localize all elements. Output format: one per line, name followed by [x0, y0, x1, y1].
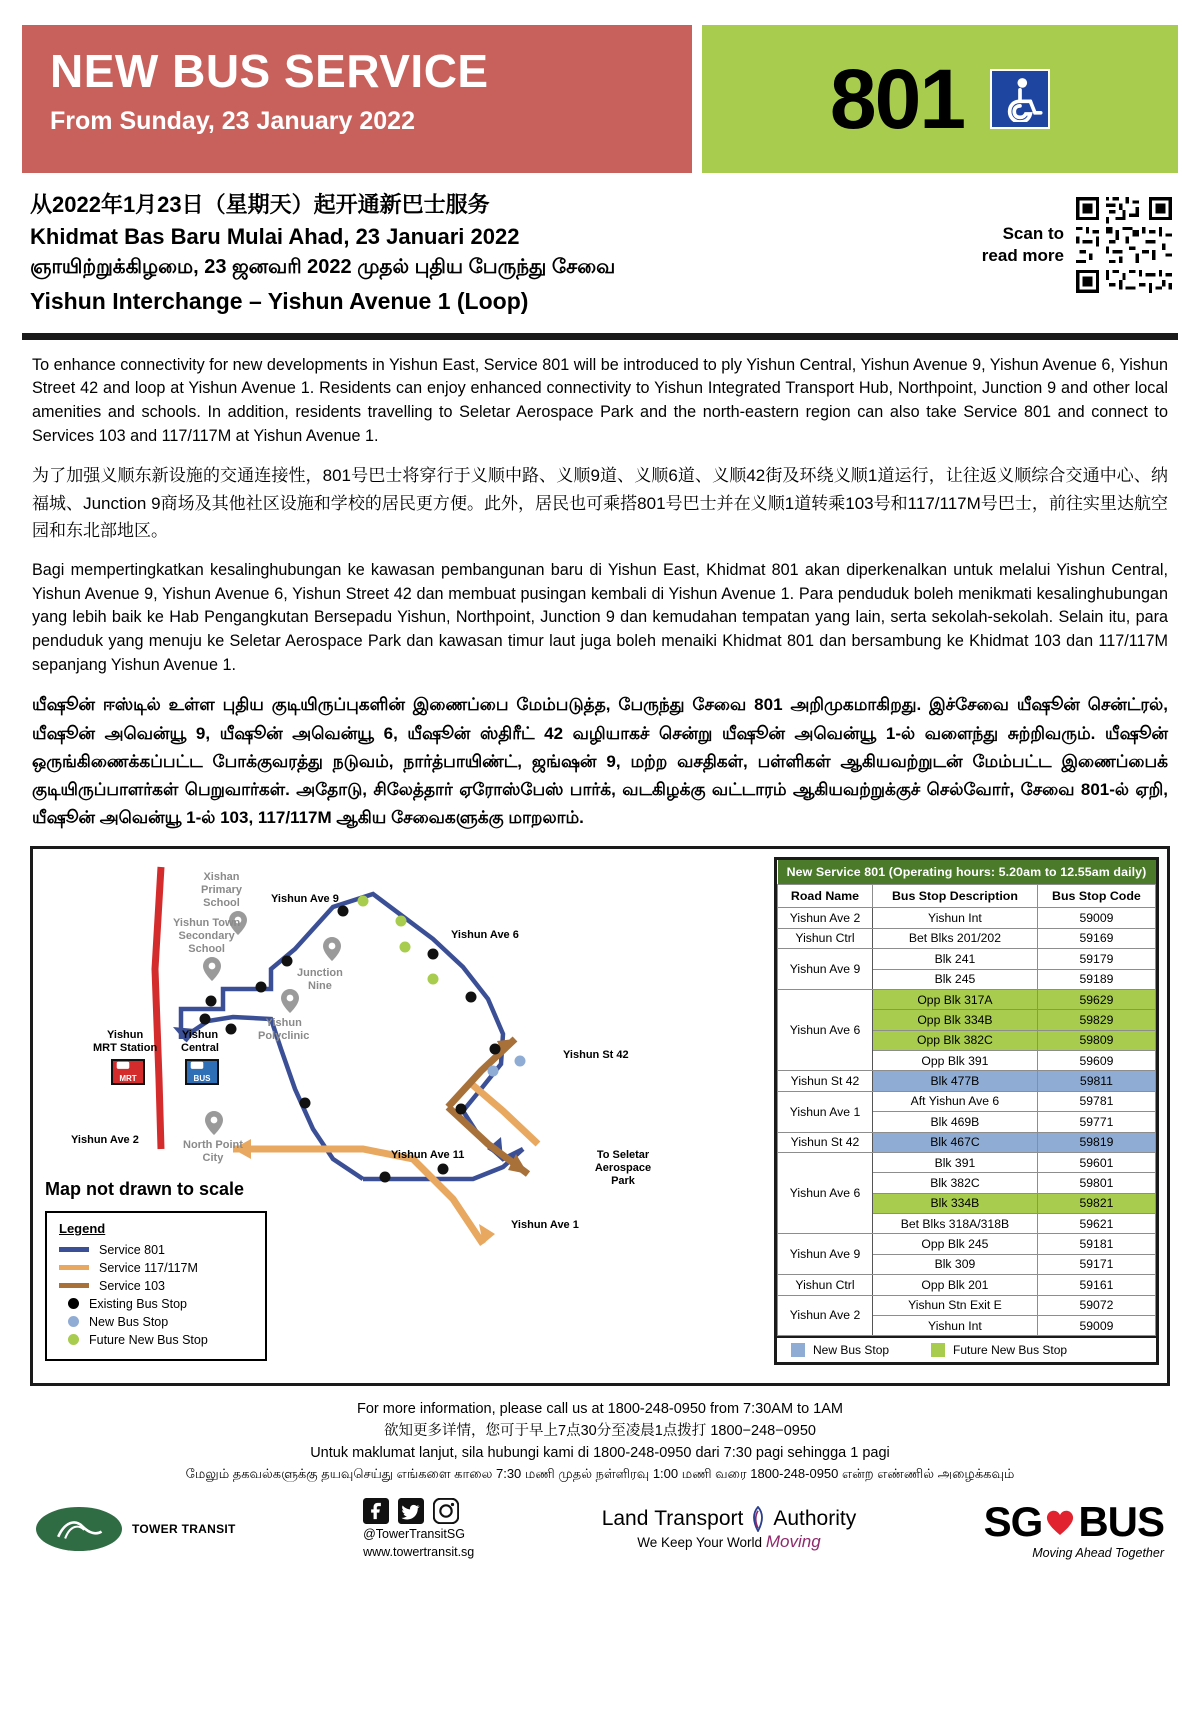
map-label-yishun-polyclinic: Yishun Polyclinic — [258, 1017, 310, 1043]
cell-bus-stop-description: Blk 241 — [873, 949, 1038, 969]
cell-bus-stop-code: 59809 — [1037, 1030, 1155, 1050]
twitter-icon[interactable] — [398, 1498, 424, 1524]
table-header-row — [778, 885, 1156, 908]
map-label-yishun-town-secondary-school: Yishun Town Secondary School — [173, 917, 241, 955]
heading-tamil: ஞாயிற்றுக்கிழமை, 23 ஜனவரி 2022 முதல் புதிய பேருந்து சேவை — [30, 255, 616, 278]
cell-road-name: Yishun Ave 6 — [778, 989, 873, 1071]
map-scale-note: Map not drawn to scale — [45, 1179, 245, 1200]
legend-rows — [59, 1242, 255, 1347]
cell-bus-stop-description: Opp Blk 382C — [873, 1030, 1038, 1050]
cell-road-name: Yishun Ave 9 — [778, 949, 873, 990]
cell-bus-stop-code: 59621 — [1037, 1214, 1155, 1234]
cell-bus-stop-description: Blk 469B — [873, 1112, 1038, 1132]
legend-marker-dot-4 — [68, 1316, 79, 1327]
table-row — [778, 1152, 1156, 1172]
qr-code-icon[interactable] — [1076, 197, 1172, 293]
cell-bus-stop-code: 59801 — [1037, 1173, 1155, 1193]
cell-bus-stop-code: 59171 — [1037, 1254, 1155, 1274]
cell-bus-stop-code: 59609 — [1037, 1051, 1155, 1071]
banner-title: NEW BUS SERVICE — [50, 45, 489, 97]
cell-bus-stop-code: 59781 — [1037, 1091, 1155, 1111]
cell-bus-stop-description: Bet Blks 318A/318B — [873, 1214, 1038, 1234]
sgbus-tagline: Moving Ahead Together — [1032, 1546, 1164, 1561]
footer-tamil: மேலும் தகவல்களுக்கு தயவுசெய்து எங்களை காலை 7:30 மணி முதல் நள்ளிரவு 1:00 மணி வரை 1800-248-0950 என்ற எண்ணில் அழைக்கவும் — [185, 1466, 1015, 1482]
cell-bus-stop-code: 59009 — [1037, 908, 1155, 928]
cell-bus-stop-description: Aft Yishun Ave 6 — [873, 1091, 1038, 1111]
legend-marker-line-1 — [59, 1265, 89, 1270]
cell-road-name: Yishun Ctrl — [778, 1275, 873, 1295]
legend-marker-line-0 — [59, 1247, 89, 1252]
map-label-yishun-mrt-station: Yishun MRT Station — [93, 1029, 158, 1055]
sgbus-logo — [984, 1498, 1164, 1560]
tower-transit-website[interactable]: www.towertransit.sg — [363, 1545, 475, 1560]
cell-bus-stop-description: Opp Blk 334B — [873, 1010, 1038, 1030]
legend-swatch-new-bus-stop — [791, 1343, 805, 1357]
paragraph-chinese: 为了加强义顺东新设施的交通连接性，801号巴士将穿行于义顺中路、义顺9道、义顺6道、义顺42街及环绕义顺1道运行，让往返义顺综合交通中心、纳福城、Junction 9商场及其他社区设施和学校的居民更方便。此外，居民也可乘搭801号巴士并在义顺1道转乘103号和117/117M号巴士，前往实里达航空园和东北部地区。 — [32, 466, 1168, 541]
lta-name-row — [602, 1506, 857, 1532]
bus-interchange-icon — [185, 1059, 219, 1085]
cell-bus-stop-code: 59189 — [1037, 969, 1155, 989]
cell-bus-stop-code: 59629 — [1037, 989, 1155, 1009]
tower-transit-mark-icon — [36, 1507, 122, 1551]
cell-road-name: Yishun Ave 1 — [778, 1091, 873, 1132]
table-row — [778, 1275, 1156, 1295]
mrt-station-icon — [111, 1059, 145, 1085]
footer-malay: Untuk maklumat lanjut, sila hubungi kami di 1800-248-0950 dari 7:30 pagi sehingga 1 pagi — [310, 1445, 890, 1462]
banner-announcement — [22, 25, 692, 173]
cell-road-name: Yishun St 42 — [778, 1071, 873, 1091]
cell-bus-stop-description: Bet Blks 201/202 — [873, 928, 1038, 948]
table-row — [778, 1132, 1156, 1152]
header-banner — [22, 25, 1178, 173]
heading-chinese: 从2022年1月23日（星期天）起开通新巴士服务 — [30, 192, 490, 217]
header-divider — [22, 333, 1178, 340]
cell-bus-stop-description: Blk 467C — [873, 1132, 1038, 1152]
qr-label-line1: Scan to — [1002, 223, 1064, 243]
bus-stop-table-element — [777, 860, 1156, 1336]
map-legend — [45, 1211, 267, 1361]
cell-bus-stop-description: Yishun Int — [873, 1315, 1038, 1335]
cell-road-name: Yishun Ave 2 — [778, 908, 873, 928]
legend-label-0: Service 801 — [99, 1242, 166, 1257]
cell-bus-stop-description: Blk 245 — [873, 969, 1038, 989]
language-headings — [22, 173, 1178, 325]
legend-label-3: Existing Bus Stop — [89, 1296, 187, 1311]
map-label-yishun-central: Yishun Central — [181, 1029, 219, 1055]
cell-bus-stop-description: Opp Blk 245 — [873, 1234, 1038, 1254]
social-media-block — [363, 1498, 474, 1561]
map-label-north-point-city: North Point City — [183, 1139, 243, 1165]
lta-tagline — [602, 1532, 857, 1552]
legend-title: Legend — [59, 1221, 106, 1237]
map-label-xishan-primary-school: Xishan Primary School — [201, 871, 242, 909]
footer-contact — [22, 1386, 1178, 1490]
lta-tagline-1: We Keep Your World — [637, 1535, 763, 1551]
map-label-yishun-ave-1: Yishun Ave 1 — [511, 1219, 579, 1232]
cell-bus-stop-code: 59811 — [1037, 1071, 1155, 1091]
facebook-icon[interactable] — [363, 1498, 389, 1524]
legend-row-5 — [59, 1332, 255, 1347]
cell-bus-stop-code: 59009 — [1037, 1315, 1155, 1335]
cell-bus-stop-description: Blk 391 — [873, 1152, 1038, 1172]
paragraph-english: To enhance connectivity for new developments in Yishun East, Service 801 will be introduced to ply Yishun Central, Yishun Avenue 9, Yishun Avenue 6, Yishun Street 42 and loop at Yishun Avenue 1. Residents can enjoy enhanced connectivity to Yishun Integrated Transport Hub, Northpoint, Junction 9 and other local amenities and schools. In addition, residents travelling to Seletar Aerospace Park and the north-eastern region can also take Service 801 and connect to Services 103 and 117/117M at Yishun Avenue 1. — [32, 355, 1168, 445]
lta-name-right: Authority — [773, 1507, 857, 1531]
legend-row-1 — [59, 1260, 255, 1275]
cell-bus-stop-code: 59821 — [1037, 1193, 1155, 1213]
lta-tagline-2: Moving — [765, 1532, 821, 1552]
cell-bus-stop-description: Yishun Stn Exit E — [873, 1295, 1038, 1315]
map-label-yishun-st-42: Yishun St 42 — [563, 1049, 629, 1062]
tower-transit-logo — [36, 1507, 236, 1551]
cell-road-name: Yishun Ave 6 — [778, 1152, 873, 1234]
legend-label-4: New Bus Stop — [89, 1314, 169, 1329]
qr-label-line2: read more — [981, 246, 1064, 265]
cell-bus-stop-code: 59179 — [1037, 949, 1155, 969]
legend-swatch-future-new-bus-stop — [931, 1343, 945, 1357]
qr-section — [982, 197, 1172, 293]
map-label-yishun-ave-11: Yishun Ave 11 — [391, 1149, 465, 1162]
map-label-to-seletar-aerospace-park: To Seletar Aerospace Park — [594, 1149, 652, 1187]
legend-marker-dot-3 — [68, 1298, 79, 1309]
cell-road-name: Yishun Ctrl — [778, 928, 873, 948]
footer-english: For more information, please call us at 1800-248-0950 from 7:30AM to 1AM — [357, 1401, 843, 1418]
table-row — [778, 928, 1156, 948]
cell-bus-stop-code: 59169 — [1037, 928, 1155, 948]
legend-label-2: Service 103 — [99, 1278, 166, 1293]
map-label-junction-nine: Junction Nine — [297, 967, 343, 993]
heading-malay: Khidmat Bas Baru Mulai Ahad, 23 Januari 2022 — [30, 223, 520, 249]
table-row — [778, 1071, 1156, 1091]
poster-root — [0, 25, 1200, 1722]
social-icons — [363, 1498, 474, 1524]
legend-marker-line-2 — [59, 1283, 89, 1288]
cell-bus-stop-code: 59829 — [1037, 1010, 1155, 1030]
paragraph-malay: Bagi mempertingkatkan kesalinghubungan ke kawasan pembangunan baru di Yishun East, Khidmat 801 akan diperkenalkan untuk melalui Yishun Central, Yishun Avenue 9, Yishun Avenue 6, Yishun Street 42 dan membuat pusingan kembali di Yishun Avenue 1. Para penduduk boleh menikmati kesalinghubungan yang lebih baik ke Hab Pengangkutan Bersepadu Yishun, Northpoint, Junction 9 dan kemudahan tempatan yang lain, serta sekolah-sekolah. Selain itu, para penduduk yang menuju ke Seletar Aerospace Park dan kawasan timur laut juga boleh menaiki Khidmat 801 dan bersambung ke Khidmat 103 dan 117/117M sepanjang Yishun Avenue 1. — [32, 561, 1168, 674]
lta-name-left: Land Transport — [601, 1507, 744, 1531]
cell-bus-stop-description: Opp Blk 317A — [873, 989, 1038, 1009]
table-header-1: Bus Stop Description — [873, 885, 1038, 908]
map-label-yishun-ave-6: Yishun Ave 6 — [451, 929, 519, 942]
map-label-yishun-ave-2: Yishun Ave 2 — [71, 1134, 139, 1147]
wheelchair-icon — [990, 69, 1050, 129]
service-number-box — [702, 25, 1178, 173]
footer-logos — [22, 1490, 1178, 1561]
cell-road-name: Yishun St 42 — [778, 1132, 873, 1152]
service-number: 801 — [829, 52, 965, 146]
legend-marker-dot-5 — [68, 1334, 79, 1345]
cell-bus-stop-code: 59819 — [1037, 1132, 1155, 1152]
legend-label-5: Future New Bus Stop — [89, 1332, 208, 1347]
legend-row-4 — [59, 1314, 255, 1329]
table-header-0: Road Name — [778, 885, 873, 908]
sgbus-name-left: SG — [983, 1498, 1043, 1546]
banner-subtitle: From Sunday, 23 January 2022 — [50, 107, 415, 136]
route-name: Yishun Interchange – Yishun Avenue 1 (Loop) — [30, 287, 529, 314]
sgbus-name — [984, 1498, 1164, 1546]
tower-transit-name: TOWER TRANSIT — [132, 1522, 236, 1537]
legend-row-0 — [59, 1242, 255, 1257]
table-legend — [777, 1336, 1156, 1362]
table-row — [778, 1295, 1156, 1315]
cell-bus-stop-code: 59601 — [1037, 1152, 1155, 1172]
table-body — [778, 908, 1156, 1336]
legend-label-1: Service 117/117M — [99, 1260, 198, 1275]
lta-mark-icon — [749, 1506, 767, 1532]
table-title: New Service 801 (Operating hours: 5.20am to 12.55am daily) — [778, 860, 1156, 885]
cell-road-name: Yishun Ave 9 — [778, 1234, 873, 1275]
bus-badge-label: BUS — [193, 1074, 211, 1084]
legend-row-3 — [59, 1296, 255, 1311]
tower-transit-handle[interactable]: @TowerTransitSG — [363, 1527, 465, 1542]
table-row — [778, 1234, 1156, 1254]
cell-bus-stop-code: 59072 — [1037, 1295, 1155, 1315]
instagram-icon[interactable] — [433, 1498, 459, 1524]
bus-stop-table — [774, 857, 1159, 1365]
footer-chinese: 欲知更多详情，您可于早上7点30分至凌晨1点拨打 1800−248−0950 — [384, 1423, 816, 1440]
table-header-2: Bus Stop Code — [1037, 885, 1155, 908]
table-row — [778, 949, 1156, 969]
table-row — [778, 908, 1156, 928]
lta-logo — [602, 1506, 857, 1552]
cell-bus-stop-code: 59181 — [1037, 1234, 1155, 1254]
map-label-yishun-ave-9: Yishun Ave 9 — [271, 893, 339, 906]
cell-bus-stop-description: Blk 309 — [873, 1254, 1038, 1274]
mrt-badge-label: MRT — [119, 1074, 137, 1084]
cell-bus-stop-description: Opp Blk 201 — [873, 1275, 1038, 1295]
cell-road-name: Yishun Ave 2 — [778, 1295, 873, 1336]
cell-bus-stop-description: Yishun Int — [873, 908, 1038, 928]
cell-bus-stop-description: Blk 382C — [873, 1173, 1038, 1193]
cell-bus-stop-code: 59161 — [1037, 1275, 1155, 1295]
legend-row-2 — [59, 1278, 255, 1293]
cell-bus-stop-description: Blk 477B — [873, 1071, 1038, 1091]
qr-label — [982, 223, 1064, 267]
body-content — [22, 340, 1178, 833]
table-row — [778, 1091, 1156, 1111]
cell-bus-stop-description: Opp Blk 391 — [873, 1051, 1038, 1071]
route-map — [33, 849, 653, 1383]
legend-label-new-bus-stop: New Bus Stop — [813, 1343, 890, 1358]
heart-icon — [1044, 1507, 1076, 1537]
sgbus-name-right: BUS — [1078, 1498, 1164, 1546]
map-and-table-panel — [30, 846, 1170, 1386]
legend-label-future-new-bus-stop: Future New Bus Stop — [953, 1343, 1068, 1358]
cell-bus-stop-code: 59771 — [1037, 1112, 1155, 1132]
cell-bus-stop-description: Blk 334B — [873, 1193, 1038, 1213]
paragraph-tamil: யீஷூன் ஈஸ்டில் உள்ள புதிய குடியிருப்புகளின் இணைப்பை மேம்படுத்த, பேருந்து சேவை 801 அறிமுகமாகிறது. இச்சேவை யீஷூன் சென்ட்ரல், யீஷூன் அவென்யூ 9, யீஷூன் அவென்யூ 6, யீஷூன் ஸ்திரீட் 42 வழியாகச் சென்று யீஷூன் அவென்யூ 1-ல் வளைந்து சுற்றிவரும். யீஷூன் ஒருங்கிணைக்கப்பட்ட போக்குவரத்து நடுவம், நார்த்பாயிண்ட், ஜங்ஷன் 9, மற்ற வசதிகள், பள்ளிகள் ஆகியவற்றுடன் மேம்பட்ட இணைப்பைக் குடியிருப்பாளர்கள் பெறுவார்கள். அதோடு, சிலேத்தார் ஏரோஸ்பேஸ் பார்க், வடகிழக்கு வட்டாரம் ஆகியவற்றுக்குச் செல்வோர், சேவை 801-ல் ஏறி, யீஷூன் அவென்யூ 1-ல் 103, 117/117M ஆகிய சேவைகளுக்கு மாறலாம். — [32, 695, 1168, 828]
table-row — [778, 989, 1156, 1009]
